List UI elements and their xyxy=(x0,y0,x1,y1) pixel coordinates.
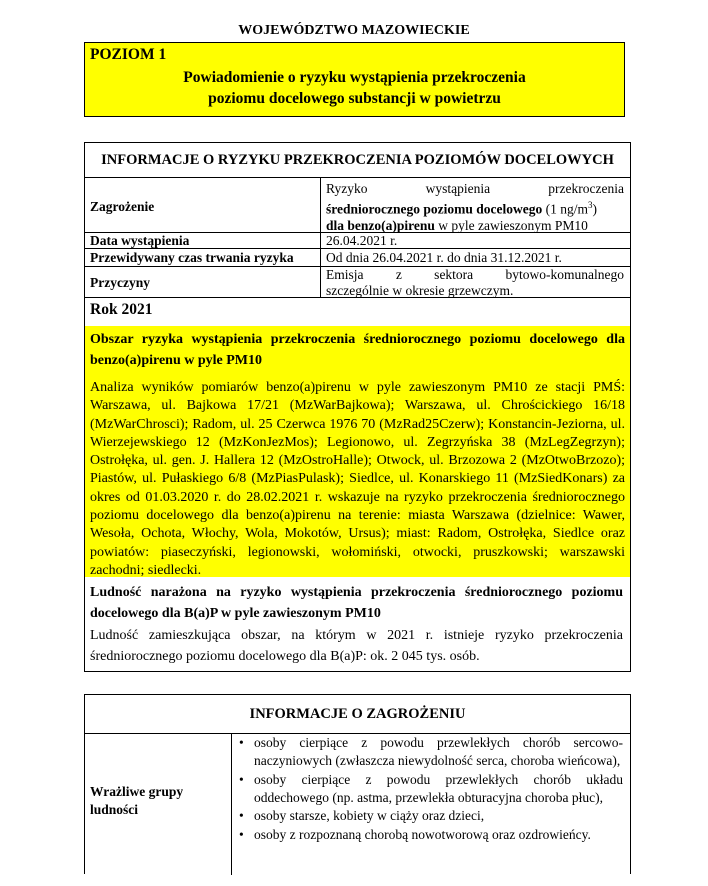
date-value: 26.04.2021 r. xyxy=(326,233,398,248)
list-item-text: osoby cierpiące z powodu przewlekłych chorób sercowo-naczyniowych (zwłaszcza niewydolność serca, choroba wieńcowa), xyxy=(254,735,623,768)
population-heading: Ludność narażona na ryzyko wystąpienia przekroczenia średniorocznego poziomu docelowego dla B(a)P w pyle zawieszonym PM10 xyxy=(90,585,623,621)
notification-title-line1: Powiadomienie o ryzyku wystąpienia przekroczenia xyxy=(183,69,526,86)
duration-label: Przewidywany czas trwania ryzyka xyxy=(90,250,294,265)
duration-row xyxy=(85,249,630,267)
sensitive-groups-label xyxy=(90,783,183,819)
risk-info-table xyxy=(84,142,631,672)
threat-row xyxy=(85,177,630,233)
threat-tail: w pyle zawieszonym PM10 xyxy=(434,217,588,233)
causes-value xyxy=(326,267,624,299)
threat-value xyxy=(326,181,624,234)
threat-bold-1: średniorocznego poziomu docelowego xyxy=(326,201,543,217)
threat-bold-2: dla benzo(a)pirenu xyxy=(326,217,435,233)
threat-unit-sup: 3 xyxy=(587,200,593,210)
causes-row xyxy=(85,267,630,298)
threat-line1: Ryzyko wystąpienia przekroczenia xyxy=(326,181,624,196)
sensitive-groups-label-line1: Wrażliwe grupy xyxy=(90,784,184,799)
area-description: Analiza wyników pomiarów benzo(a)pirenu w pyle zawieszonym PM10 ze stacji PMŚ: Warszawa, ul. Bajkowa 17/21 (MzWarBajkowa); Warszawa, ul. Chrościckiego 16/18 (MzWarChrosci); Radom, ul. 25 Czerwca 1976 70 (MzRad25Czerw); Konstancin-Jeziorna, ul. Wierzejewskiego 12 (MzKonJezMos); Legionowo, ul. Zegrzyńska 38 (MzLegZegrzyn); Ostrołęka, ul. gen. J. Hallera 12 (MzOstroHalle); Otwock, ul. Brzozowa 2 (MzOtwoBrzozo); Piastów, ul. Pułaskiego 6/8 (MzPiasPulask); Siedlce, ul. Konarskiego 11 (MzSiedKonars) za okres od 01.03.2020 r. do 28.02.2021 r. wskazuje na ryzyko przekroczenia średniorocznego poziomu docelowego dla benzo(a)pirenu na terenie: miasta Warszawa (dzielnice: Wawer, Wesoła, Ochota, Włochy, Wola, Mokotów, Ursus); miast: Radom, Ostrołęka, Siedlce oraz powiatów: piaseczyński, legionowski, wołomiński, otwocki, pruszkowski; warszawski zachodni; siedlecki. xyxy=(85,373,630,577)
list-item xyxy=(237,734,623,770)
region-title: WOJEWÓDZTWO MAZOWIECKIE xyxy=(238,23,470,38)
date-label: Data wystąpienia xyxy=(90,233,190,248)
bullet-icon: • xyxy=(239,826,244,842)
threat-unit-close: ) xyxy=(592,201,597,217)
list-item-text: osoby z rozpoznaną chorobą nowotworową oraz ozdrowieńcy. xyxy=(254,826,591,842)
threat-line2 xyxy=(326,197,624,218)
notification-title xyxy=(85,67,624,109)
notification-title-line2: poziomu docelowego substancji w powietrzu xyxy=(208,90,501,107)
sensitive-groups-list xyxy=(237,734,623,844)
sensitive-groups-label-line2: ludności xyxy=(90,802,139,817)
list-item xyxy=(237,771,623,807)
list-item xyxy=(237,807,623,825)
causes-line1: Emisja z sektora bytowo-komunalnego xyxy=(326,267,624,282)
level-label: POZIOM 1 xyxy=(90,46,167,63)
threat-info-heading: INFORMACJE O ZAGROŻENIU xyxy=(85,695,630,734)
column-divider xyxy=(231,733,232,875)
threat-label: Zagrożenie xyxy=(90,199,155,214)
causes-label: Przyczyny xyxy=(90,275,150,290)
area-heading: Obszar ryzyka wystąpienia przekroczenia średniorocznego poziomu docelowego dla benzo(a)pirenu w pyle PM10 xyxy=(85,326,630,373)
threat-unit: (1 ng/m xyxy=(542,201,588,217)
bullet-icon: • xyxy=(239,808,244,823)
bullet-icon: • xyxy=(239,735,244,750)
bullet-icon: • xyxy=(239,771,244,787)
list-item-text: osoby cierpiące z powodu przewlekłych chorób układu oddechowego (np. astma, przewlekła obturacyjna choroba płuc), xyxy=(254,771,623,805)
threat-line3 xyxy=(326,218,624,234)
population-description: Ludność zamieszkująca obszar, na którym w 2021 r. istnieje ryzyko przekroczenia średniorocznego poziomu docelowego dla B(a)P: ok. 2 045 tys. osób. xyxy=(90,628,623,664)
duration-value: Od dnia 26.04.2021 r. do dnia 31.12.2021 r. xyxy=(326,250,562,265)
threat-info-table xyxy=(84,694,631,874)
causes-line2: szczególnie w okresie grzewczym. xyxy=(326,283,514,298)
list-item-text: osoby starsze, kobiety w ciąży oraz dzieci, xyxy=(254,808,485,823)
level-banner xyxy=(84,42,625,117)
year-heading: Rok 2021 xyxy=(90,301,153,318)
date-row xyxy=(85,233,630,249)
list-item xyxy=(237,826,623,844)
risk-info-heading: INFORMACJE O RYZYKU PRZEKROCZENIA POZIOMÓW DOCELOWYCH xyxy=(85,143,630,178)
